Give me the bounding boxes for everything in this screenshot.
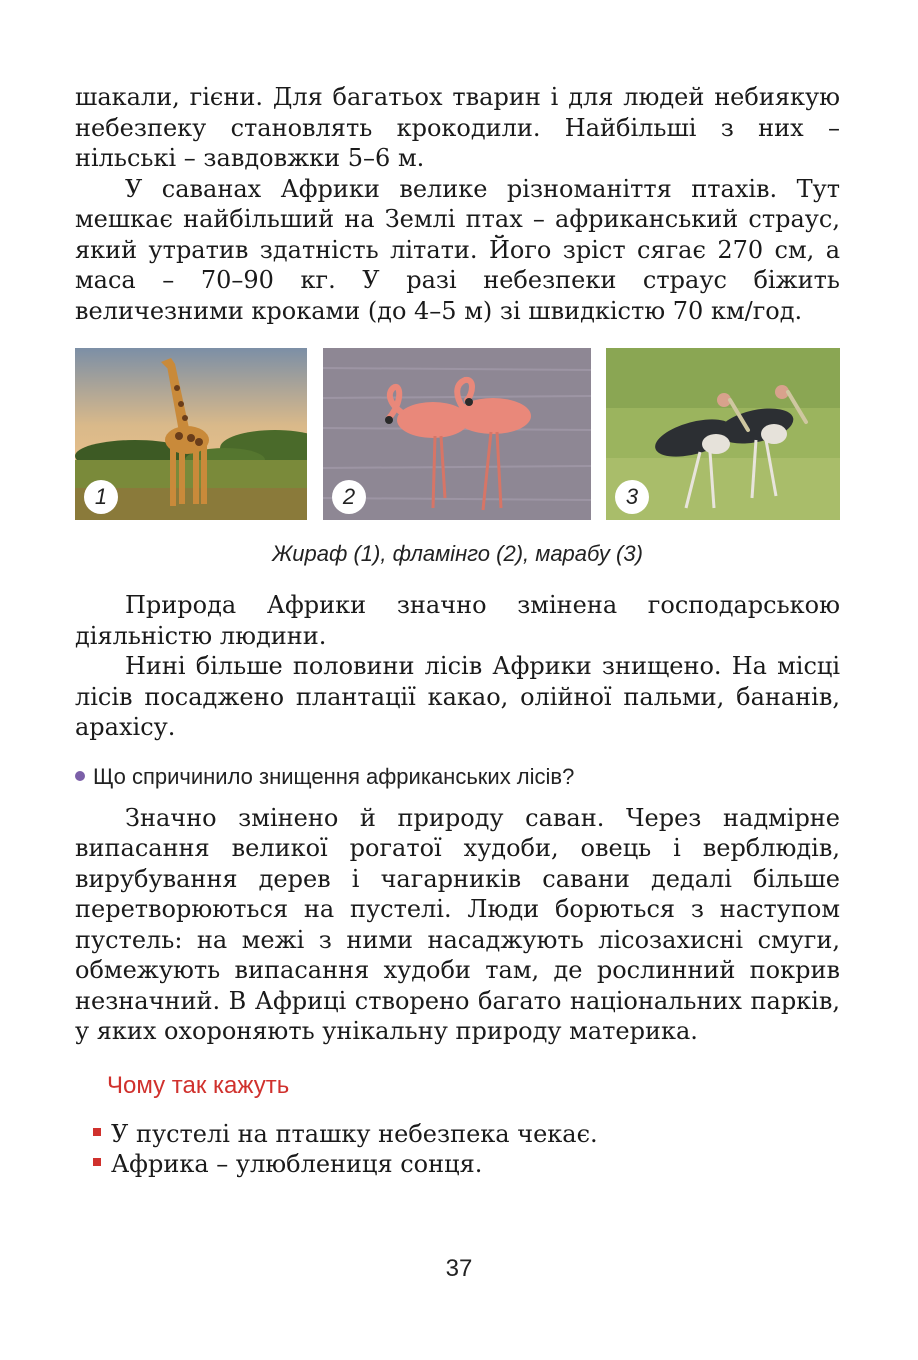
list-item: [93, 1119, 840, 1149]
flamingo-photo: [323, 348, 591, 520]
paragraph-savannas: Значно змінено й природу саван. Через надмірне випасання великої рогатої худоби, овець і верблюдів, вирубування дерев і чагарників савани дедалі більше перетворюються на пустелі. Люди борються з наступом пустель: на межі з ними насаджують лісозахисні смуги, обмежують випасання худоби там, де рослинний покрив незначний. В Африці створено багато національних парків, у яких охороняють унікальну природу материка.: [75, 803, 840, 1045]
question-item: [75, 763, 840, 791]
section-title: Чому так кажуть: [107, 1071, 290, 1099]
paragraph-birds: У саванах Африки велике різноманіття птахів. Тут мешкає найбільший на Землі птах – африканський страус, який утратив здатність літати. Його зріст сягає 270 см, а маса – 70–90 кг. У разі небезпеки страус біжить величезними кроками (до 4–5 м) зі швидкістю 70 км/год.: [75, 174, 840, 325]
photo-number-badge: 3: [615, 480, 649, 514]
question-text: Що спричинило знищення африканських лісів?: [93, 763, 575, 789]
photo-strip: [75, 348, 840, 520]
marabou-photo: [606, 348, 840, 520]
page-number: 37: [445, 1255, 473, 1282]
square-bullet-icon: [93, 1158, 101, 1166]
paragraph-forests: Нині більше половини лісів Африки знищено. На місці лісів посаджено плантації какао, олійної пальми, бананів, арахісу.: [75, 652, 840, 741]
paragraph-crocodiles: шакали, гієни. Для багатьох тварин і для людей небиякую небезпеку становлять крокодили. Найбільші з них – нільські – завдовжки 5–6 м.: [75, 83, 840, 172]
photo-number-badge: 1: [84, 480, 118, 514]
page-content: [75, 82, 840, 1179]
photo-caption: Жираф (1), фламінго (2), марабу (3): [272, 541, 643, 566]
paragraph-nature-changed: Природа Африки значно змінена господарською діяльністю людини.: [75, 591, 840, 650]
photo-number-badge: 2: [332, 480, 366, 514]
giraffe-photo: [75, 348, 307, 520]
saying-text: У пустелі на пташку небезпека чекає.: [111, 1119, 598, 1148]
bullet-dot-icon: [75, 771, 85, 781]
square-bullet-icon: [93, 1128, 101, 1136]
sayings-list: [93, 1119, 840, 1179]
saying-text: Африка – улюблениця сонця.: [111, 1149, 483, 1178]
list-item: [93, 1149, 840, 1179]
